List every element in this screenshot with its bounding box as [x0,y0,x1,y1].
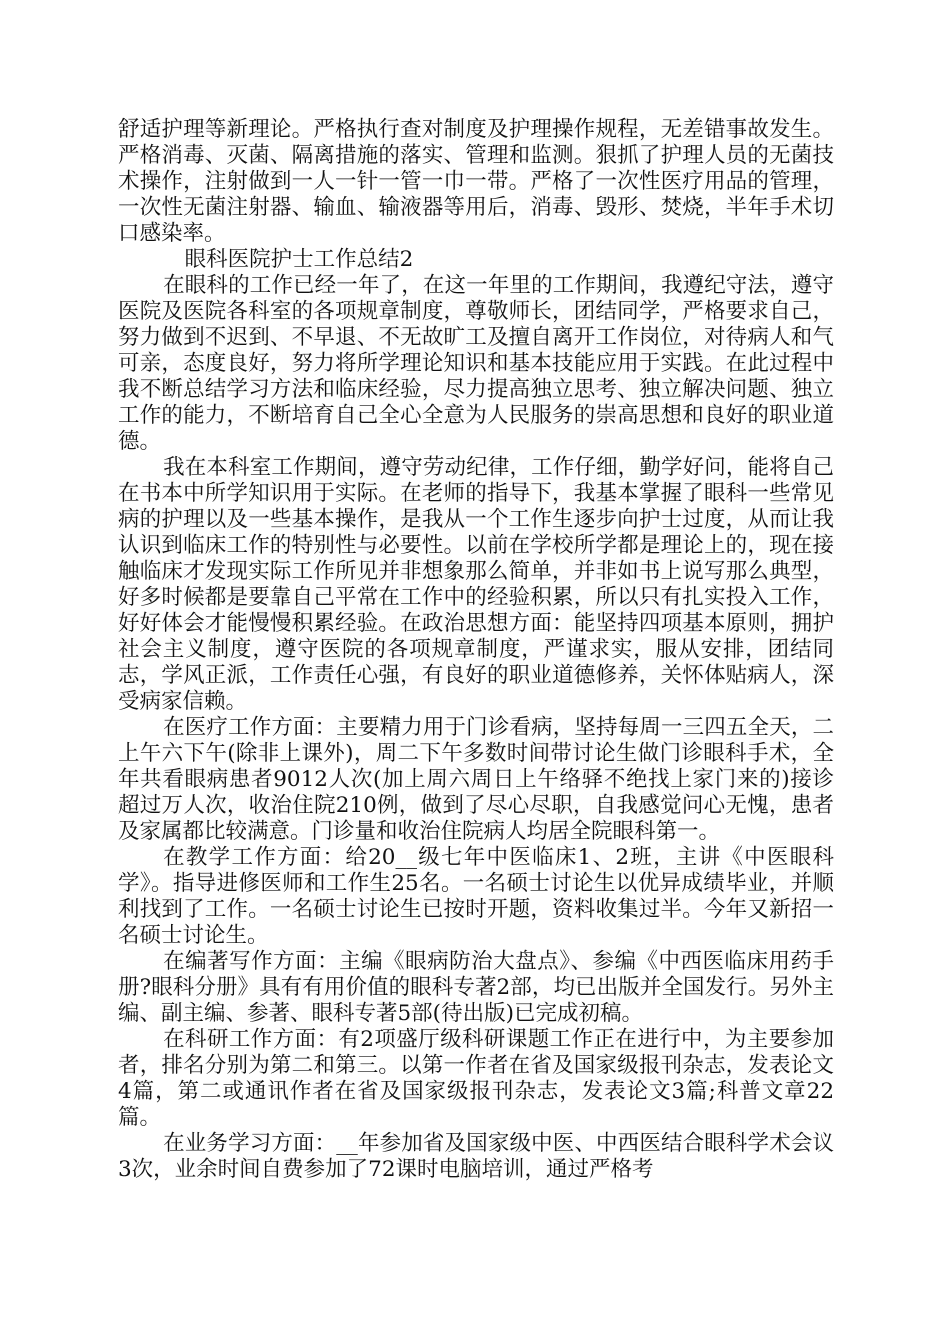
paragraph: 在医疗工作方面：主要精力用于门诊看病，坚持每周一三四五全天，二上午六下午(除非上课外)，周二下午多数时间带讨论生做门诊眼科手术，全年共看眼病患者9012人次(加上周六周日上午络驿不绝找上家门来的)接诊超过万人次，收治住院210例，做到了尽心尽职，自我感觉问心无愧，患者及家属都比较满意。门诊量和收治住院病人均居全院眼科第一。 [118,715,834,844]
paragraph: 在眼科的工作已经一年了，在这一年里的工作期间，我遵纪守法，遵守医院及医院各科室的各项规章制度，尊敬师长，团结同学，严格要求自己，努力做到不迟到、不早退、不无故旷工及擅自离开工作岗位，对待病人和气可亲，态度良好，努力将所学理论知识和基本技能应用于实践。在此过程中我不断总结学习方法和临床经验，尽力提高独立思考、独立解决问题、独立工作的能力，不断培育自己全心全意为人民服务的崇高思想和良好的职业道德。 [118,273,834,454]
paragraph: 在编著写作方面：主编《眼病防治大盘点》、参编《中西医临床用药手册?眼科分册》具有有用价值的眼科专著2部，均已出版并全国发行。另外主编、副主编、参著、眼科专著5部(待出版)已完成初稿。 [118,949,834,1026]
paragraph: 在科研工作方面：有2项盛厅级科研课题工作正在进行中，为主要参加者，排名分别为第二和第三。以第一作者在省及国家级报刊杂志，发表论文4篇，第二或通讯作者在省及国家级报刊杂志，发表论文3篇;科普文章22篇。 [118,1027,834,1130]
paragraph: 在教学工作方面：给20__级七年中医临床1、2班，主讲《中医眼科学》。指导进修医师和工作生25名。一名硕士讨论生以优异成绩毕业，并顺利找到了工作。一名硕士讨论生已按时开题，资料收集过半。今年又新招一名硕士讨论生。 [118,845,834,948]
document-page [118,117,834,1183]
paragraph: 在业务学习方面：__年参加省及国家级中医、中西医结合眼科学术会议3次，业余时间自费参加了72课时电脑培训，通过严格考 [118,1131,834,1182]
section-heading: 眼科医院护士工作总结2 [184,247,414,272]
paragraph: 我在本科室工作期间，遵守劳动纪律，工作仔细，勤学好问，能将自己在书本中所学知识用于实际。在老师的指导下，我基本掌握了眼科一些常见病的护理以及一些基本操作，是我从一个工作生逐步向护士过度，从而让我认识到临床工作的特别性与必要性。以前在学校所学都是理论上的，现在接触临床才发现实际工作所见并非想象那么简单，并非如书上说写那么典型，好多时候都是要靠自己平常在工作中的经验积累，所以只有扎实投入工作，好好体会才能慢慢积累经验。在政治思想方面：能坚持四项基本原则，拥护社会主义制度，遵守医院的各项规章制度，严谨求实，服从安排，团结同志，学风正派，工作责任心强，有良好的职业道德修养，关怀体贴病人，深受病家信赖。 [118,455,834,714]
paragraph-continued: 舒适护理等新理论。严格执行查对制度及护理操作规程，无差错事故发生。严格消毒、灭菌、隔离措施的落实、管理和监测。狠抓了护理人员的无菌技术操作，注射做到一人一针一管一巾一带。严格了一次性医疗用品的管理，一次性无菌注射器、输血、输液器等用后，消毒、毁形、焚烧，半年手术切口感染率。 [118,117,834,246]
